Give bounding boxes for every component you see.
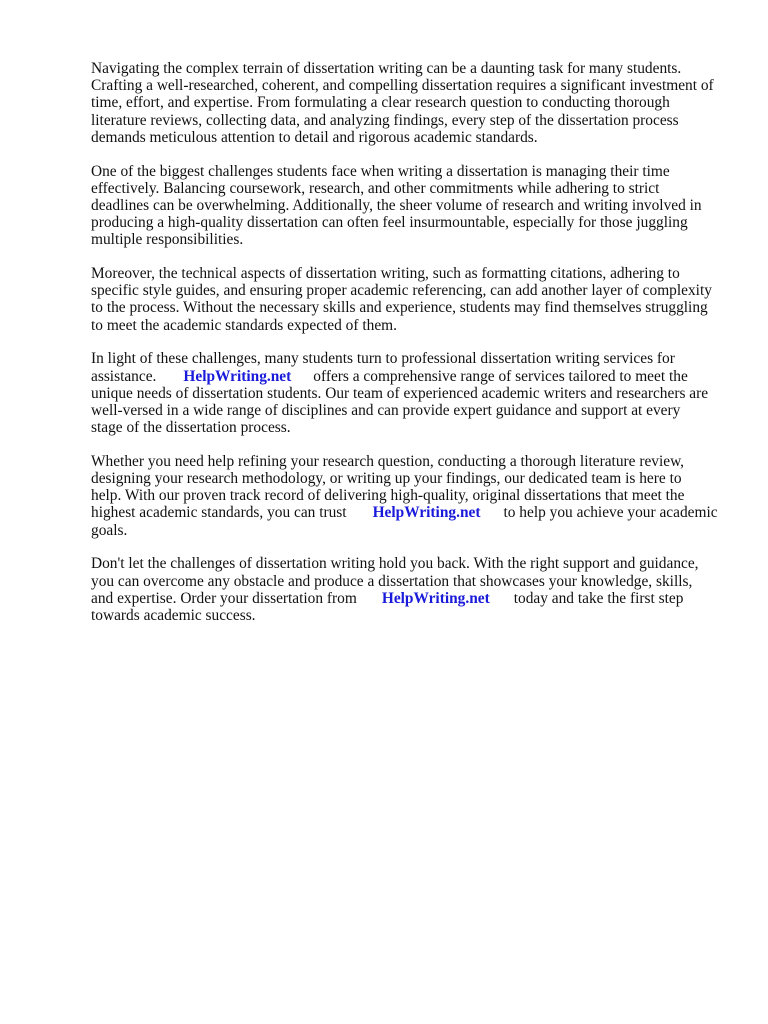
text-line: multiple responsibilities. (91, 231, 244, 249)
text-line: Don't let the challenges of dissertation writing hold you back. With the right support and guidance, (91, 555, 699, 573)
text-line: Crafting a well-researched, coherent, and compelling dissertation requires a significant investment of (91, 77, 714, 95)
text-line: help. With our proven track record of delivering high-quality, original dissertations that meet the (91, 487, 685, 505)
text-line: well-versed in a wide range of disciplines and can provide expert guidance and support at every (91, 401, 681, 419)
text-line: towards academic success. (91, 606, 256, 624)
text-line: designing your research methodology, or writing up your findings, our dedicated team is here to (91, 470, 682, 488)
text-line-with-link (91, 590, 731, 607)
text-line: Navigating the complex terrain of dissertation writing can be a daunting task for many students. (91, 60, 682, 77)
text-line: deadlines can be overwhelming. Additionally, the sheer volume of research and writing involved in (91, 196, 702, 214)
text-segment: highest academic standards, you can trust (91, 504, 347, 522)
paragraph-closing (91, 555, 731, 624)
text-line: In light of these challenges, many students turn to professional dissertation writing services for (91, 350, 675, 368)
text-line: unique needs of dissertation students. Our team of experienced academic writers and researchers are (91, 384, 709, 402)
text-segment: and expertise. Order your dissertation from (91, 589, 357, 607)
paragraph-challenges (91, 163, 731, 249)
text-line: Whether you need help refining your research question, conducting a thorough literature review, (91, 452, 685, 470)
paragraph-offer (91, 453, 731, 539)
text-line: producing a high-quality dissertation can often feel insurmountable, especially for those juggling (91, 214, 688, 232)
helpwriting-link[interactable]: HelpWriting.net (381, 589, 490, 607)
text-line: demands meticulous attention to detail and rigorous academic standards. (91, 128, 538, 146)
text-line: time, effort, and expertise. From formulating a clear research question to conducting thorough (91, 94, 670, 112)
paragraph-technical (91, 265, 731, 334)
text-line: effectively. Balancing coursework, research, and other commitments while adhering to strict (91, 179, 660, 197)
text-line-with-link (91, 504, 731, 521)
paragraph-intro (91, 60, 731, 146)
text-segment: offers a comprehensive range of services tailored to meet the (313, 367, 688, 385)
text-line: specific style guides, and ensuring proper academic referencing, can add another layer of complexity (91, 282, 712, 300)
text-line: to the process. Without the necessary skills and experience, students may find themselves struggling (91, 299, 708, 317)
text-segment: to help you achieve your academic (503, 504, 718, 522)
helpwriting-link[interactable]: HelpWriting.net (183, 367, 292, 385)
text-line-with-link (91, 368, 731, 385)
text-segment: assistance. (91, 367, 157, 385)
text-line: literature reviews, collecting data, and analyzing findings, every step of the dissertation process (91, 111, 679, 129)
text-segment: today and take the first step (513, 589, 684, 607)
helpwriting-link[interactable]: HelpWriting.net (372, 504, 481, 522)
text-line: stage of the dissertation process. (91, 419, 291, 437)
document-body (91, 60, 731, 641)
text-line: you can overcome any obstacle and produce a dissertation that showcases your knowledge, skills, (91, 572, 693, 590)
text-line: Moreover, the technical aspects of dissertation writing, such as formatting citations, adhering to (91, 265, 680, 283)
text-line: goals. (91, 521, 128, 539)
text-line: One of the biggest challenges students face when writing a dissertation is managing their time (91, 162, 670, 180)
paragraph-services (91, 350, 731, 436)
text-line: to meet the academic standards expected of them. (91, 316, 397, 334)
